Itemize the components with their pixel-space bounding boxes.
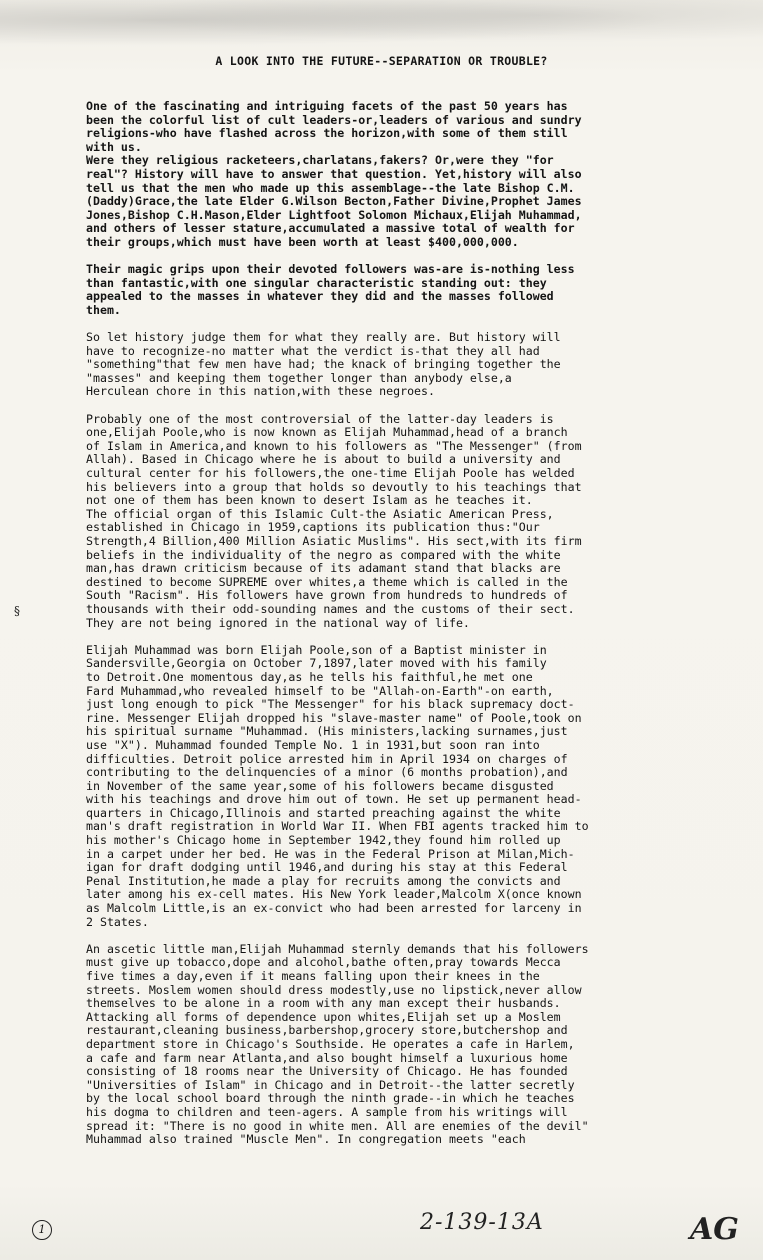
text-line: An ascetic little man,Elijah Muhammad sternly demands that his followers [86, 942, 589, 956]
circled-page-number: 1 [32, 1220, 52, 1240]
text-line: "something"that few men have had; the knack of bringing together the [86, 358, 561, 372]
text-line: not one of them has been known to desert Islam as he teaches it. [86, 494, 533, 508]
text-line: just long enough to pick "The Messenger" for his black supremacy doct- [86, 698, 575, 712]
document-body [86, 100, 726, 1160]
text-line: 2 States. [86, 915, 149, 929]
text-line: and others of lesser stature,accumulated a massive total of wealth for [86, 222, 575, 236]
text-line: cultural center for his followers,the one-time Elijah Poole has welded [86, 467, 575, 481]
text-line: beliefs in the individuality of the negro as compared with the white [86, 548, 561, 562]
text-line: as Malcolm Little,is an ex-convict who had been arrested for larceny in [86, 902, 582, 916]
text-line: restaurant,cleaning business,barbershop,grocery store,butchershop and [86, 1024, 568, 1038]
text-line: in November of the same year,some of his followers became disgusted [86, 779, 554, 793]
text-line: to Detroit.One momentous day,as he tells his faithful,he met one [86, 670, 533, 684]
text-line: have to recognize-no matter what the verdict is-that they all had [86, 344, 540, 358]
text-line: his believers into a group that holds so devoutly to his teachings that [86, 480, 582, 494]
scan-artifact-band [0, 0, 763, 50]
text-line: quarters in Chicago,Illinois and started preaching against the white [86, 806, 561, 820]
text-line: one,Elijah Poole,who is now known as Elijah Muhammad,head of a branch [86, 426, 568, 440]
text-line: "Universities of Islam" in Chicago and in Detroit--the latter secretly [86, 1078, 575, 1092]
text-line: department store in Chicago's Southside. He operates a cafe in Harlem, [86, 1037, 575, 1051]
text-line: spread it: "There is no good in white men. All are enemies of the devil" [86, 1119, 589, 1133]
text-line: So let history judge them for what they really are. But history will [86, 331, 561, 345]
text-line: Penal Institution,he made a play for recruits among the convicts and [86, 874, 561, 888]
handwritten-file-number: 2-139-13A [420, 1210, 544, 1235]
text-line: religions-who have flashed across the horizon,with some of them still [86, 127, 568, 141]
paragraph [86, 263, 726, 317]
text-line: (Daddy)Grace,the late Elder G.Wilson Becton,Father Divine,Prophet James [86, 195, 582, 209]
text-line: than fantastic,with one singular characteristic standing out: they [86, 276, 547, 290]
text-line: themselves to be alone in a room with any man except their husbands. [86, 997, 561, 1011]
page-title: A LOOK INTO THE FUTURE--SEPARATION OR TROUBLE? [215, 54, 548, 68]
text-line: Were they religious racketeers,charlatans,fakers? Or,were they "for [86, 154, 554, 168]
text-line: Sandersville,Georgia on October 7,1897,later moved with his family [86, 657, 547, 671]
text-line: Fard Muhammad,who revealed himself to be "Allah-on-Earth"-on earth, [86, 684, 554, 698]
text-line: his mother's Chicago home in September 1942,they found him rolled up [86, 834, 561, 848]
text-line: Herculean chore in this nation,with these negroes. [86, 385, 436, 399]
text-line: Allah). Based in Chicago where he is about to build a university and [86, 453, 561, 467]
text-line: They are not being ignored in the national way of life. [86, 616, 470, 630]
text-line: real"? History will have to answer that question. Yet,history will also [86, 167, 582, 181]
text-line: established in Chicago in 1959,captions its publication thus:"Our [86, 521, 540, 535]
text-line: destined to become SUPREME over whites,a theme which is called in the [86, 575, 568, 589]
text-line: Attacking all forms of dependence upon whites,Elijah set up a Moslem [86, 1010, 561, 1024]
text-line: their groups,which must have been worth at least $400,000,000. [86, 235, 519, 249]
text-line: tell us that the men who made up this assemblage--the late Bishop C.M. [86, 181, 575, 195]
text-line: with his teachings and drove him out of town. He set up permanent head- [86, 793, 582, 807]
text-line: in a carpet under her bed. He was in the Federal Prison at Milan,Mich- [86, 847, 575, 861]
text-line: five times a day,even if it means falling upon their knees in the [86, 970, 540, 983]
paragraph [86, 644, 726, 929]
text-line: thousands with their odd-sounding names and the customs of their sect. [86, 602, 575, 616]
text-line: consisting of 18 rooms near the University of Chicago. He has founded [86, 1065, 568, 1079]
text-line: them. [86, 303, 121, 317]
text-line: Muhammad also trained "Muscle Men". In congregation meets "each [86, 1133, 526, 1147]
text-line: appealed to the masses in whatever they did and the masses followed [86, 290, 554, 304]
text-line: man's draft registration in World War II. When FBI agents tracked him to [86, 820, 589, 834]
text-line: contributing to the delinquencies of a minor (6 months probation),and [86, 766, 568, 780]
paragraph [86, 331, 726, 399]
text-line: Elijah Muhammad was born Elijah Poole,son of a Baptist minister in [86, 643, 547, 657]
text-line: must give up tobacco,dope and alcohol,bathe often,pray towards Mecca [86, 956, 561, 970]
text-line: Their magic grips upon their devoted followers was-are is-nothing less [86, 263, 575, 277]
text-line: man,has drawn criticism because of its adamant stand that blacks are [86, 562, 561, 576]
text-line: One of the fascinating and intriguing facets of the past 50 years has [86, 100, 568, 113]
text-line: "masses" and keeping them together longer than anybody else,a [86, 371, 512, 385]
text-line: streets. Moslem women should dress modestly,use no lipstick,never allow [86, 983, 582, 997]
text-line: Probably one of the most controversial of the latter-day leaders is [86, 412, 554, 426]
paragraph [86, 100, 726, 250]
text-line: Jones,Bishop C.H.Mason,Elder Lightfoot Solomon Michaux,Elijah Muhammad, [86, 208, 582, 222]
paragraph [86, 943, 726, 1147]
handwritten-initials: AG [690, 1212, 739, 1247]
text-line: Strength,4 Billion,400 Million Asiatic Muslims". His sect,with its firm [86, 535, 582, 548]
text-line: with us. [86, 140, 142, 154]
text-line: rine. Messenger Elijah dropped his "slave-master name" of Poole,took on [86, 711, 582, 725]
paragraph [86, 413, 726, 631]
text-line: later among his ex-cell mates. His New York leader,Malcolm X(once known [86, 888, 582, 902]
text-line: his dogma to children and teen-agers. A sample from his writings will [86, 1105, 568, 1119]
text-line: South "Racism". His followers have grown from hundreds to hundreds of [86, 589, 568, 603]
margin-mark: § [14, 604, 20, 618]
text-line: his spiritual surname "Muhammad. (His ministers,lacking surnames,just [86, 725, 568, 739]
text-line: a cafe and farm near Atlanta,and also bought himself a luxurious home [86, 1051, 568, 1065]
text-line: igan for draft dodging until 1946,and during his stay at this Federal [86, 861, 568, 875]
text-line: use "X"). Muhammad founded Temple No. 1 in 1931,but soon ran into [86, 738, 540, 752]
text-line: been the colorful list of cult leaders-or,leaders of various and sundry [86, 113, 582, 127]
text-line: difficulties. Detroit police arrested him in April 1934 on charges of [86, 752, 568, 766]
text-line: by the local school board through the ninth grade--in which he teaches [86, 1092, 575, 1106]
text-line: The official organ of this Islamic Cult-the Asiatic American Press, [86, 507, 554, 521]
text-line: of Islam in America,and known to his followers as "The Messenger" (from [86, 439, 582, 453]
